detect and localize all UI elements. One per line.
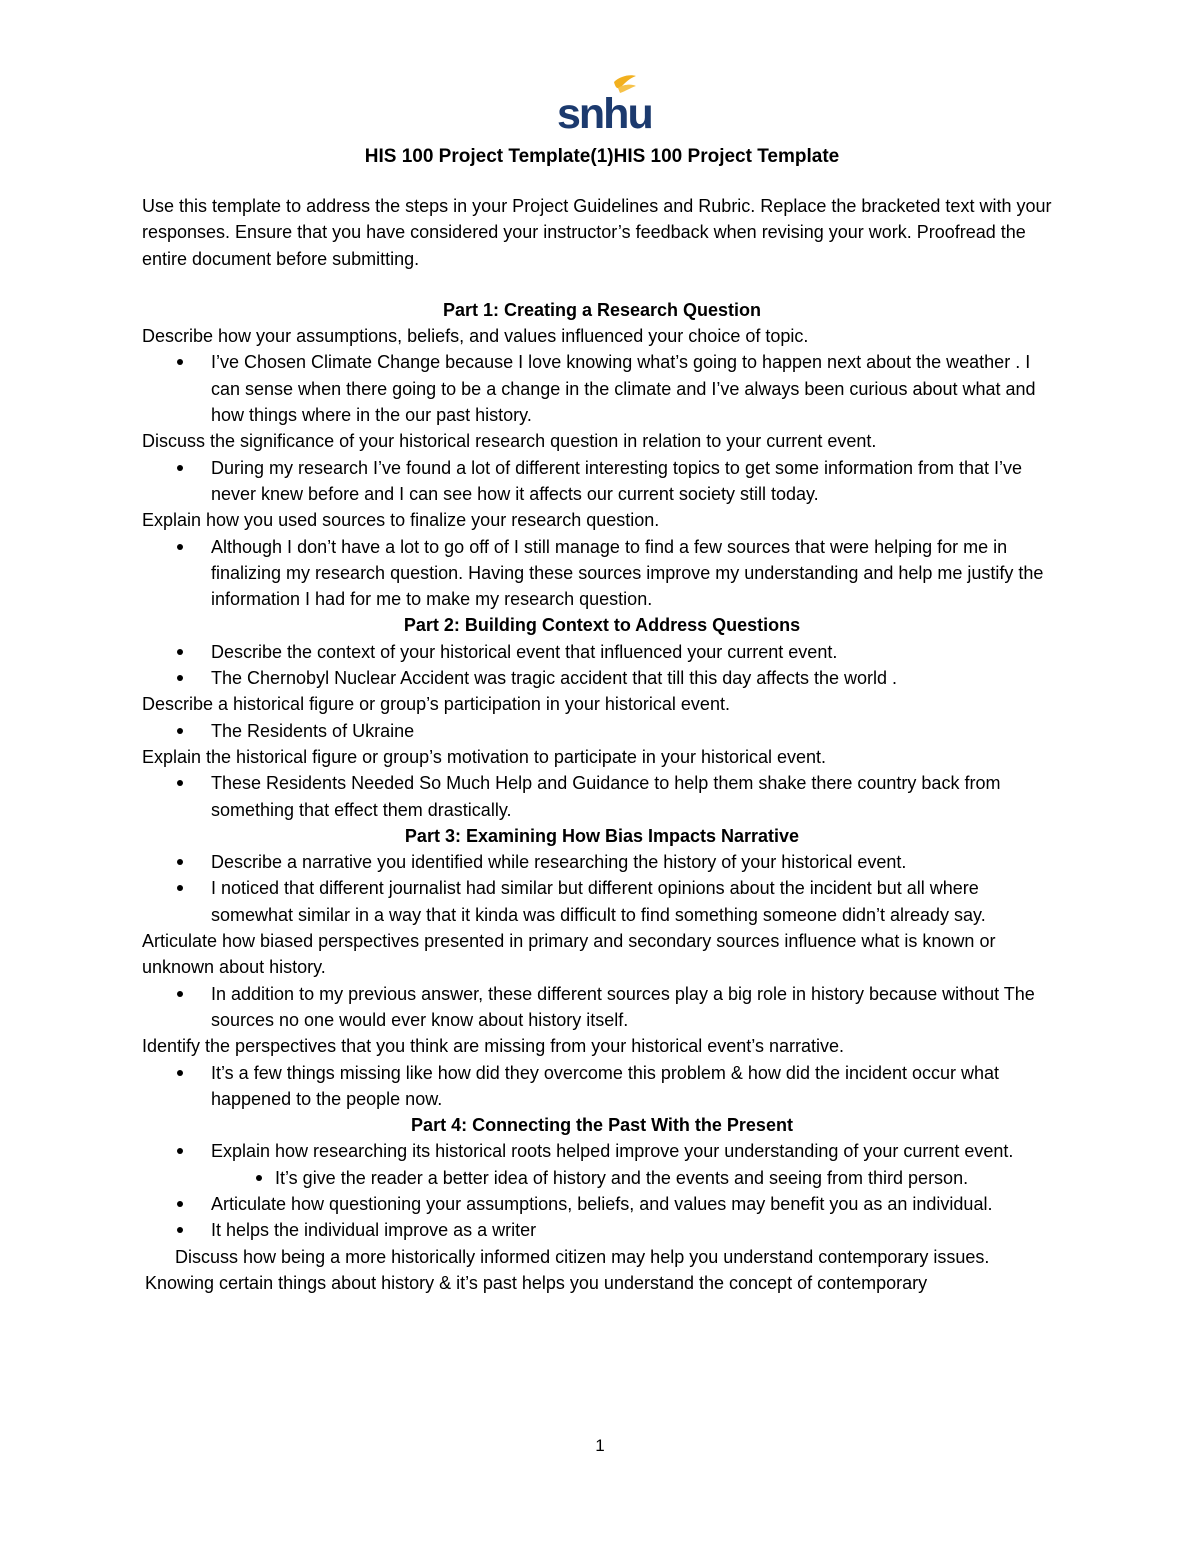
part2-list-2 — [142, 718, 1062, 744]
part3-heading: Part 3: Examining How Bias Impacts Narrative — [404, 825, 800, 846]
part1-heading: Part 1: Creating a Research Question — [442, 299, 762, 320]
part1-answer-3: Although I don’t have a lot to go off of I still manage to find a few sources that were helping for me in finalizing my research question. Having these sources improve my understanding and help me justify the information I had for me to make my research question. — [142, 534, 1062, 613]
flame-leaf-icon — [556, 74, 652, 138]
part3-list-3 — [142, 1060, 1062, 1113]
snhu-logo — [556, 74, 652, 138]
part3-list-1 — [142, 849, 1062, 928]
part3-answer-3: It’s a few things missing like how did they overcome this problem & how did the incident occur what happened to the people now. — [142, 1060, 1062, 1113]
intro-paragraph: Use this template to address the steps in your Project Guidelines and Rubric. Replace the bracketed text with your responses. Ensure that you have considered your instructor’s feedback when revising your work. Proofread the entire document before submitting. — [142, 196, 1052, 269]
part1-answer-1: I’ve Chosen Climate Change because I love knowing what’s going to happen next about the weather . I can sense when there going to be a change in the climate and I’ve always been curious about what and how things where in the our past history. — [142, 349, 1062, 428]
part2-list-1 — [142, 639, 1062, 692]
part2-list-3 — [142, 770, 1062, 823]
page-number: 1 — [595, 1436, 605, 1455]
part3-answer-2: In addition to my previous answer, these different sources play a big role in history because without The sources no one would ever know about history itself. — [142, 981, 1062, 1034]
part2-answer-2: The Residents of Ukraine — [142, 718, 1062, 744]
part4-answer-2: It helps the individual improve as a writer — [142, 1217, 1062, 1243]
part3-prompt-2: Articulate how biased perspectives presented in primary and secondary sources influence what is known or unknown about history. — [142, 931, 996, 978]
part4-answer-3: Knowing certain things about history & it’s past helps you understand the concept of contemporary — [145, 1272, 928, 1293]
part4-prompt-1: Explain how researching its historical roots helped improve your understanding of your current event. — [142, 1138, 1062, 1164]
part3-answer-1: I noticed that different journalist had similar but different opinions about the incident but all where somewhat similar in a way that it kinda was difficult to find something someone didn’t already say. — [142, 875, 1062, 928]
document-title: HIS 100 Project Template(1)HIS 100 Project Template — [364, 146, 840, 167]
part2-answer-3: These Residents Needed So Much Help and Guidance to help them shake there country back from something that effect them drastically. — [142, 770, 1062, 823]
part4-list — [142, 1138, 1062, 1243]
part1-answer-list-1 — [142, 349, 1062, 428]
part3-prompt-3: Identify the perspectives that you think are missing from your historical event’s narrative. — [142, 1036, 844, 1057]
part1-prompt-3: Explain how you used sources to finalize your research question. — [142, 510, 660, 531]
part2-prompt-1: Describe the context of your historical event that influenced your current event. — [142, 639, 1062, 665]
part1-prompt-2: Discuss the significance of your historical research question in relation to your current event. — [142, 431, 877, 452]
part4-prompt-2: Articulate how questioning your assumptions, beliefs, and values may benefit you as an individual. — [142, 1191, 1062, 1217]
document-body — [142, 143, 1062, 1296]
part2-prompt-2: Describe a historical figure or group’s participation in your historical event. — [142, 694, 730, 715]
part1-answer-2: During my research I’ve found a lot of different interesting topics to get some information from that I’ve never knew before and I can see how it affects our current society still today. — [142, 455, 1062, 508]
part3-list-2 — [142, 981, 1062, 1034]
part2-answer-1: The Chernobyl Nuclear Accident was tragic accident that till this day affects the world . — [142, 665, 1062, 691]
part4-heading: Part 4: Connecting the Past With the Present — [411, 1115, 793, 1136]
part1-prompt-1: Describe how your assumptions, beliefs, and values influenced your choice of topic. — [142, 326, 809, 347]
part2-prompt-3: Explain the historical figure or group’s motivation to participate in your historical event. — [142, 746, 827, 767]
part1-answer-list-2 — [142, 455, 1062, 508]
part4-prompt-3: Discuss how being a more historically informed citizen may help you understand contemporary issues. — [175, 1246, 990, 1267]
logo-text: snhu — [557, 90, 652, 138]
part3-prompt-1: Describe a narrative you identified while researching the history of your historical event. — [142, 849, 1062, 875]
part1-answer-list-3 — [142, 534, 1062, 613]
part2-heading: Part 2: Building Context to Address Questions — [403, 615, 801, 636]
part4-answer-1: It’s give the reader a better idea of history and the events and seeing from third person. — [142, 1165, 1062, 1191]
